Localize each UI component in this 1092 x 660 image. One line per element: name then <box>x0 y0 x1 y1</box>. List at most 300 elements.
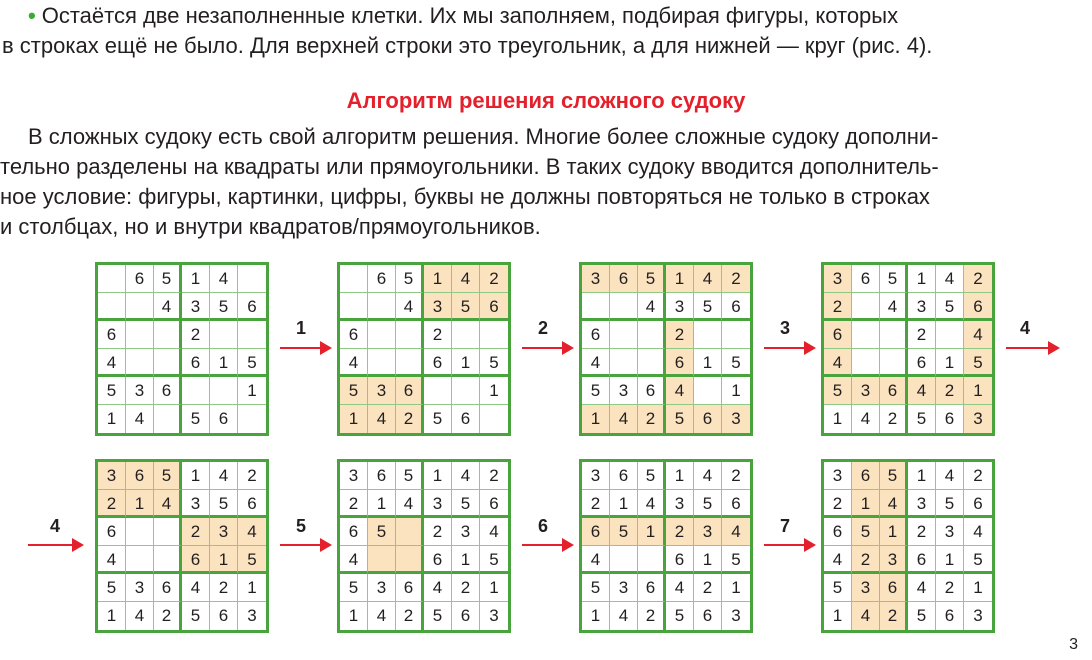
sudoku-cell: 5 <box>98 377 126 405</box>
sudoku-cell: 5 <box>238 546 266 574</box>
sudoku-cell: 4 <box>154 490 182 518</box>
sudoku-cell: 6 <box>722 293 750 321</box>
sudoku-cell <box>368 546 396 574</box>
sudoku-cell <box>368 349 396 377</box>
sudoku-cell: 4 <box>852 405 880 433</box>
sudoku-cell: 6 <box>368 462 396 490</box>
sudoku-cell <box>880 349 908 377</box>
sudoku-cell: 5 <box>480 546 508 574</box>
sudoku-cell: 6 <box>210 602 238 630</box>
sudoku-cell: 6 <box>908 546 936 574</box>
sudoku-cell: 6 <box>666 546 694 574</box>
sudoku-cell: 1 <box>582 602 610 630</box>
sudoku-cell: 6 <box>182 349 210 377</box>
sudoku-cell: 1 <box>340 602 368 630</box>
sudoku-cell: 2 <box>722 265 750 293</box>
sudoku-cell: 4 <box>582 546 610 574</box>
sudoku-cell: 6 <box>964 293 992 321</box>
sudoku-cell: 3 <box>722 405 750 433</box>
sudoku-grid-8 <box>821 459 995 633</box>
sudoku-cell: 5 <box>722 349 750 377</box>
sudoku-cell: 1 <box>126 490 154 518</box>
sudoku-cell: 4 <box>908 574 936 602</box>
sudoku-cell: 5 <box>582 377 610 405</box>
sudoku-cell: 3 <box>908 490 936 518</box>
sudoku-cell: 2 <box>880 602 908 630</box>
sudoku-cell: 5 <box>666 602 694 630</box>
sudoku-cell: 3 <box>582 462 610 490</box>
sudoku-cell: 5 <box>98 574 126 602</box>
sudoku-cell: 6 <box>610 265 638 293</box>
sudoku-cell <box>98 265 126 293</box>
sudoku-cell: 6 <box>182 546 210 574</box>
sudoku-cell: 1 <box>964 574 992 602</box>
sudoku-cell <box>936 321 964 349</box>
sudoku-cell: 3 <box>210 518 238 546</box>
sudoku-cell: 1 <box>210 349 238 377</box>
sudoku-cell: 1 <box>908 462 936 490</box>
sudoku-cell: 4 <box>210 462 238 490</box>
sudoku-cell: 1 <box>452 349 480 377</box>
sudoku-cell: 4 <box>126 405 154 433</box>
sudoku-cell: 5 <box>936 490 964 518</box>
sudoku-cell: 5 <box>582 574 610 602</box>
paragraph-line-3: ное условие: фигуры, картинки, цифры, буквы не должны повторяться не только в строках <box>0 184 930 209</box>
intro-line-1: • Остаётся две незаполненные клетки. Их мы заполняем, подбирая фигуры, которых <box>28 3 899 28</box>
sudoku-cell <box>638 349 666 377</box>
sudoku-cell: 6 <box>964 490 992 518</box>
sudoku-cell <box>340 265 368 293</box>
sudoku-cell <box>238 405 266 433</box>
sudoku-cell: 4 <box>964 321 992 349</box>
step-label-4-continued: 4 <box>50 516 61 536</box>
sudoku-cell: 2 <box>964 462 992 490</box>
sudoku-cell <box>210 321 238 349</box>
sudoku-cell: 4 <box>666 377 694 405</box>
sudoku-cell: 5 <box>824 377 852 405</box>
sudoku-cell: 4 <box>824 546 852 574</box>
sudoku-cell: 4 <box>824 349 852 377</box>
sudoku-cell: 2 <box>396 602 424 630</box>
sudoku-cell: 3 <box>182 490 210 518</box>
sudoku-cell: 3 <box>368 377 396 405</box>
sudoku-cell: 5 <box>852 518 880 546</box>
sudoku-cell: 2 <box>936 574 964 602</box>
sudoku-cell: 2 <box>666 518 694 546</box>
sudoku-cell: 2 <box>396 405 424 433</box>
sudoku-cell: 2 <box>908 518 936 546</box>
sudoku-cell: 1 <box>666 265 694 293</box>
sudoku-cell: 4 <box>638 293 666 321</box>
sudoku-cell: 1 <box>852 490 880 518</box>
sudoku-cell: 2 <box>154 602 182 630</box>
paragraph-line-2: тельно разделены на квадраты или прямоугольники. В таких судоку вводится дополнитель- <box>0 154 939 179</box>
sudoku-cell <box>238 321 266 349</box>
sudoku-cell: 4 <box>610 602 638 630</box>
sudoku-cell: 2 <box>480 462 508 490</box>
sudoku-cell: 5 <box>722 546 750 574</box>
sudoku-cell: 1 <box>480 574 508 602</box>
arrow-step-2 <box>522 347 572 349</box>
sudoku-cell: 3 <box>964 405 992 433</box>
sudoku-cell: 1 <box>824 602 852 630</box>
sudoku-cell <box>210 377 238 405</box>
sudoku-cell: 2 <box>480 265 508 293</box>
sudoku-cell: 1 <box>936 546 964 574</box>
sudoku-cell: 3 <box>694 518 722 546</box>
sudoku-cell <box>238 265 266 293</box>
sudoku-cell: 4 <box>396 490 424 518</box>
sudoku-cell: 5 <box>424 405 452 433</box>
sudoku-cell: 2 <box>98 490 126 518</box>
sudoku-cell: 2 <box>182 321 210 349</box>
sudoku-cell: 6 <box>238 293 266 321</box>
sudoku-cell: 1 <box>666 462 694 490</box>
sudoku-cell: 2 <box>824 293 852 321</box>
sudoku-cell <box>880 321 908 349</box>
sudoku-cell: 5 <box>154 462 182 490</box>
sudoku-cell: 2 <box>340 490 368 518</box>
sudoku-cell: 6 <box>666 349 694 377</box>
sudoku-cell: 4 <box>638 490 666 518</box>
sudoku-cell: 4 <box>340 546 368 574</box>
sudoku-cell <box>126 546 154 574</box>
arrow-step-4-continued <box>28 544 82 546</box>
sudoku-cell: 4 <box>98 546 126 574</box>
sudoku-cell: 1 <box>582 405 610 433</box>
sudoku-cell: 5 <box>694 490 722 518</box>
sudoku-cell: 4 <box>694 265 722 293</box>
arrow-step-7 <box>764 544 814 546</box>
sudoku-cell: 6 <box>824 518 852 546</box>
sudoku-grid-2 <box>337 262 511 436</box>
sudoku-cell: 4 <box>238 518 266 546</box>
sudoku-cell: 1 <box>638 518 666 546</box>
sudoku-cell: 6 <box>396 574 424 602</box>
sudoku-cell <box>154 349 182 377</box>
sudoku-cell: 6 <box>210 405 238 433</box>
sudoku-cell: 4 <box>154 293 182 321</box>
sudoku-grid-5 <box>95 459 269 633</box>
sudoku-cell: 2 <box>424 518 452 546</box>
sudoku-cell: 3 <box>424 490 452 518</box>
step-label-3: 3 <box>780 318 791 338</box>
sudoku-grid-4 <box>821 262 995 436</box>
sudoku-cell: 3 <box>98 462 126 490</box>
sudoku-cell <box>396 546 424 574</box>
sudoku-cell: 1 <box>480 377 508 405</box>
sudoku-cell <box>852 293 880 321</box>
sudoku-cell: 3 <box>126 574 154 602</box>
sudoku-cell: 2 <box>582 490 610 518</box>
sudoku-cell: 3 <box>973 606 983 625</box>
sudoku-cell: 5 <box>238 349 266 377</box>
sudoku-cell: 4 <box>880 490 908 518</box>
sudoku-cell: 4 <box>936 462 964 490</box>
sudoku-cell: 2 <box>638 602 666 630</box>
sudoku-cell: 6 <box>694 405 722 433</box>
sudoku-cell: 1 <box>908 265 936 293</box>
sudoku-cell <box>452 377 480 405</box>
sudoku-cell <box>480 321 508 349</box>
sudoku-cell: 5 <box>424 602 452 630</box>
sudoku-cell: 4 <box>936 265 964 293</box>
sudoku-cell: 5 <box>908 602 936 630</box>
sudoku-cell: 5 <box>964 546 992 574</box>
sudoku-cell: 4 <box>582 349 610 377</box>
step-label-7: 7 <box>780 516 791 536</box>
sudoku-cell <box>852 321 880 349</box>
sudoku-cell: 3 <box>368 574 396 602</box>
sudoku-cell: 3 <box>610 377 638 405</box>
sudoku-cell: 5 <box>368 518 396 546</box>
sudoku-cell: 3 <box>852 574 880 602</box>
sudoku-cell: 2 <box>452 574 480 602</box>
sudoku-cell: 6 <box>638 574 666 602</box>
sudoku-cell <box>610 293 638 321</box>
arrow-step-5 <box>280 544 330 546</box>
sudoku-cell: 3 <box>182 293 210 321</box>
sudoku-cell <box>424 377 452 405</box>
step-label-2: 2 <box>538 318 549 338</box>
sudoku-cell <box>610 321 638 349</box>
paragraph-line-4: и столбцах, но и внутри квадратов/прямоугольников. <box>0 214 541 239</box>
sudoku-cell: 2 <box>908 321 936 349</box>
sudoku-cell <box>340 293 368 321</box>
sudoku-cell: 4 <box>452 265 480 293</box>
sudoku-cell: 5 <box>824 574 852 602</box>
sudoku-cell: 4 <box>452 462 480 490</box>
sudoku-cell: 3 <box>452 518 480 546</box>
sudoku-cell: 1 <box>368 490 396 518</box>
sudoku-cell: 4 <box>182 574 210 602</box>
sudoku-cell: 1 <box>694 349 722 377</box>
sudoku-cell: 6 <box>126 462 154 490</box>
sudoku-cell: 5 <box>610 518 638 546</box>
sudoku-cell: 5 <box>396 265 424 293</box>
sudoku-cell <box>480 405 508 433</box>
sudoku-cell <box>638 546 666 574</box>
sudoku-grid-6 <box>337 459 511 633</box>
sudoku-cell: 1 <box>98 405 126 433</box>
sudoku-cell: 2 <box>182 518 210 546</box>
step-label-4: 4 <box>1020 318 1031 338</box>
sudoku-cell: 6 <box>126 265 154 293</box>
sudoku-cell: 3 <box>666 490 694 518</box>
sudoku-cell: 6 <box>452 602 480 630</box>
sudoku-cell: 6 <box>638 377 666 405</box>
sudoku-cell: 6 <box>694 602 722 630</box>
arrow-step-4 <box>1006 347 1058 349</box>
sudoku-cell: 6 <box>368 265 396 293</box>
sudoku-cell: 2 <box>852 546 880 574</box>
sudoku-cell: 6 <box>480 490 508 518</box>
sudoku-cell: 6 <box>480 293 508 321</box>
sudoku-cell: 6 <box>936 405 964 433</box>
sudoku-cell: 4 <box>964 518 992 546</box>
sudoku-cell: 3 <box>340 462 368 490</box>
bullet-icon: • <box>28 3 36 28</box>
sudoku-cell <box>98 293 126 321</box>
sudoku-cell: 6 <box>852 265 880 293</box>
sudoku-cell <box>452 321 480 349</box>
sudoku-cell: 5 <box>908 405 936 433</box>
sudoku-cell <box>154 518 182 546</box>
sudoku-cell: 1 <box>824 405 852 433</box>
sudoku-cell: 6 <box>452 405 480 433</box>
sudoku-cell: 4 <box>340 349 368 377</box>
sudoku-cell: 1 <box>424 462 452 490</box>
sudoku-cell <box>610 349 638 377</box>
sudoku-cell <box>722 321 750 349</box>
sudoku-cell: 6 <box>340 518 368 546</box>
sudoku-cell <box>182 377 210 405</box>
sudoku-cell: 3 <box>247 606 257 625</box>
sudoku-cell: 4 <box>98 349 126 377</box>
sudoku-cell: 2 <box>936 377 964 405</box>
sudoku-cell: 3 <box>852 377 880 405</box>
sudoku-cell: 2 <box>964 265 992 293</box>
sudoku-cell: 2 <box>424 321 452 349</box>
sudoku-cell: 3 <box>582 265 610 293</box>
sudoku-cell: 4 <box>368 405 396 433</box>
sudoku-cell: 1 <box>936 349 964 377</box>
sudoku-cell: 1 <box>238 377 266 405</box>
sudoku-cell: 2 <box>722 462 750 490</box>
sudoku-cell: 3 <box>489 606 499 625</box>
sudoku-cell: 6 <box>98 518 126 546</box>
sudoku-cell: 1 <box>98 602 126 630</box>
sudoku-cell: 2 <box>210 574 238 602</box>
sudoku-cell: 5 <box>480 349 508 377</box>
sudoku-grid-1 <box>95 262 269 436</box>
sudoku-cell: 2 <box>238 462 266 490</box>
sudoku-cell: 1 <box>238 574 266 602</box>
sudoku-cell: 2 <box>880 405 908 433</box>
sudoku-cell: 5 <box>154 265 182 293</box>
sudoku-cell <box>396 349 424 377</box>
sudoku-grid-7 <box>579 459 753 633</box>
sudoku-grid-3 <box>579 262 753 436</box>
sudoku-cell: 3 <box>610 574 638 602</box>
sudoku-cell: 3 <box>666 293 694 321</box>
sudoku-cell: 3 <box>824 462 852 490</box>
sudoku-cell <box>154 405 182 433</box>
step-label-6: 6 <box>538 516 549 536</box>
sudoku-cell <box>126 518 154 546</box>
sudoku-cell <box>852 349 880 377</box>
sudoku-cell: 6 <box>582 518 610 546</box>
sudoku-cell: 6 <box>824 321 852 349</box>
page-number: 3 <box>1069 636 1078 653</box>
arrow-step-3 <box>764 347 814 349</box>
sudoku-cell <box>582 293 610 321</box>
sudoku-cell: 4 <box>126 602 154 630</box>
section-heading: Алгоритм решения сложного судоку <box>346 88 746 113</box>
sudoku-cell: 5 <box>210 490 238 518</box>
sudoku-cell <box>154 321 182 349</box>
sudoku-cell: 5 <box>638 265 666 293</box>
sudoku-cell: 5 <box>396 462 424 490</box>
sudoku-cell: 4 <box>210 265 238 293</box>
sudoku-cell <box>396 518 424 546</box>
sudoku-cell: 5 <box>210 293 238 321</box>
sudoku-cell: 6 <box>880 377 908 405</box>
sudoku-cell: 6 <box>936 602 964 630</box>
sudoku-cell: 5 <box>694 293 722 321</box>
sudoku-cell: 2 <box>694 574 722 602</box>
sudoku-cell: 6 <box>880 574 908 602</box>
sudoku-cell <box>154 546 182 574</box>
sudoku-cell: 5 <box>880 265 908 293</box>
sudoku-cell: 6 <box>424 546 452 574</box>
sudoku-cell: 4 <box>852 602 880 630</box>
sudoku-cell: 3 <box>880 546 908 574</box>
sudoku-cell: 3 <box>731 606 741 625</box>
sudoku-cell: 5 <box>880 462 908 490</box>
sudoku-cell: 4 <box>666 574 694 602</box>
sudoku-cell: 3 <box>824 265 852 293</box>
sudoku-cell: 4 <box>368 602 396 630</box>
sudoku-cell <box>638 321 666 349</box>
sudoku-cell: 5 <box>182 405 210 433</box>
sudoku-cell: 1 <box>182 265 210 293</box>
sudoku-cell <box>396 321 424 349</box>
sudoku-cell: 5 <box>452 293 480 321</box>
sudoku-cell: 6 <box>424 349 452 377</box>
sudoku-cell: 4 <box>396 293 424 321</box>
sudoku-cell: 6 <box>722 490 750 518</box>
sudoku-cell: 3 <box>936 518 964 546</box>
sudoku-cell <box>126 349 154 377</box>
sudoku-cell: 3 <box>908 293 936 321</box>
sudoku-cell <box>610 546 638 574</box>
sudoku-cell: 4 <box>694 462 722 490</box>
sudoku-cell: 5 <box>666 405 694 433</box>
sudoku-cell: 4 <box>908 377 936 405</box>
sudoku-cell: 6 <box>908 349 936 377</box>
sudoku-cell: 3 <box>424 293 452 321</box>
sudoku-cell: 1 <box>610 490 638 518</box>
sudoku-cell: 4 <box>424 574 452 602</box>
paragraph-line-1: В сложных судоку есть свой алгоритм решения. Многие более сложные судоку дополни- <box>28 124 939 149</box>
sudoku-cell: 5 <box>452 490 480 518</box>
sudoku-cell: 1 <box>210 546 238 574</box>
sudoku-cell: 1 <box>424 265 452 293</box>
sudoku-cell: 1 <box>340 405 368 433</box>
sudoku-cell: 6 <box>582 321 610 349</box>
sudoku-cell <box>126 321 154 349</box>
sudoku-cell: 4 <box>880 293 908 321</box>
sudoku-cell: 4 <box>480 518 508 546</box>
sudoku-cell: 1 <box>694 546 722 574</box>
sudoku-cell: 1 <box>964 377 992 405</box>
sudoku-cell: 1 <box>452 546 480 574</box>
arrow-step-1 <box>280 347 330 349</box>
arrow-step-6 <box>522 544 572 546</box>
sudoku-cell: 6 <box>396 377 424 405</box>
sudoku-cell <box>368 321 396 349</box>
step-label-5: 5 <box>296 516 307 536</box>
intro-line-2: в строках ещё не было. Для верхней строки это треугольник, а для нижней — круг (рис. 4). <box>2 33 933 58</box>
sudoku-cell <box>694 377 722 405</box>
sudoku-cell: 5 <box>340 574 368 602</box>
sudoku-cell <box>694 321 722 349</box>
sudoku-cell: 1 <box>880 518 908 546</box>
sudoku-cell: 3 <box>126 377 154 405</box>
sudoku-cell: 1 <box>722 574 750 602</box>
sudoku-cell: 1 <box>182 462 210 490</box>
